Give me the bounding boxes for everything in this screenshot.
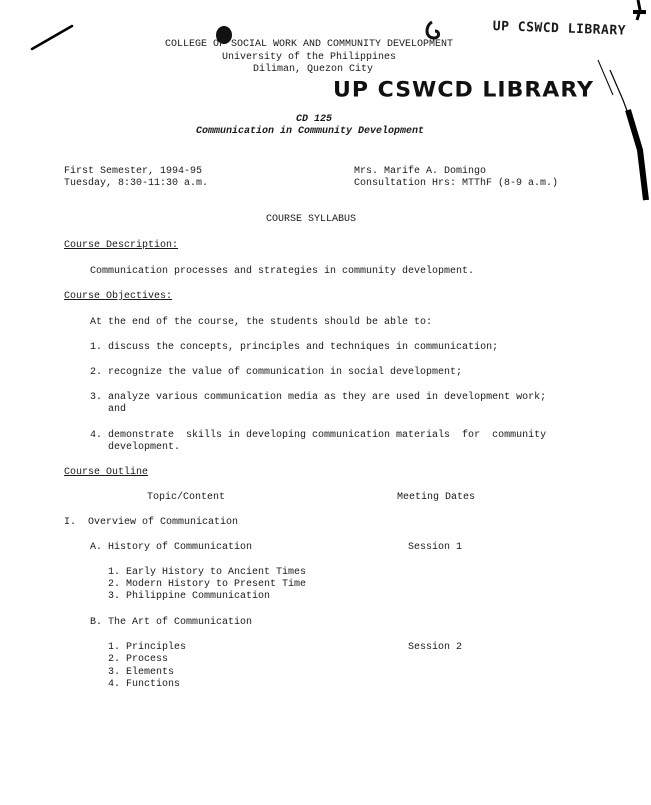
session-1: Session 1 [408,542,463,553]
university-name: University of the Philippines [222,52,397,63]
course-code: CD 125 [296,114,333,125]
outline-item: 1. Principles [108,642,187,653]
column-topic: Topic/Content [147,492,226,503]
objectives-intro: At the end of the course, the students should be able to: [90,317,433,328]
outline-item: 2. Process [108,654,169,665]
outline-item: 1. Early History to Ancient Times [108,567,307,578]
outline-item: 3. Philippine Communication [108,591,271,602]
university-location: Diliman, Quezon City [253,64,374,75]
subsection-a: A. History of Communication [90,542,253,553]
semester: First Semester, 1994-95 [64,166,203,177]
library-stamp-large: UP CSWCD LIBRARY [333,78,594,103]
objective-item: 2. recognize the value of communication in social development; [90,367,463,378]
objective-item-continued: development. [108,442,181,453]
objective-item: 4. demonstrate skills in developing communication materials for community [90,430,547,441]
description-text: Communication processes and strategies in community development. [90,266,475,277]
consultation-hours: Consultation Hrs: MTThF (8-9 a.m.) [354,178,559,189]
syllabus-title: COURSE SYLLABUS [266,214,357,225]
outline-heading: Course Outline [64,467,149,478]
instructor: Mrs. Marife A. Domingo [354,166,487,177]
column-dates: Meeting Dates [397,492,476,503]
outline-item: 2. Modern History to Present Time [108,579,307,590]
outline-section: I. Overview of Communication [64,517,239,528]
objective-item: 1. discuss the concepts, principles and techniques in communication; [90,342,499,353]
objectives-heading: Course Objectives: [64,291,173,302]
college-name: COLLEGE OF SOCIAL WORK AND COMMUNITY DEVELOPMENT [165,39,454,50]
subsection-b: B. The Art of Communication [90,617,253,628]
course-title: Communication in Community Development [196,126,425,137]
session-2: Session 2 [408,642,463,653]
library-stamp-small: UP CSWCD LIBRARY [492,19,627,39]
objective-item-continued: and [108,404,127,415]
schedule: Tuesday, 8:30-11:30 a.m. [64,178,209,189]
objective-item: 3. analyze various communication media as they are used in development work; [90,392,547,403]
outline-item: 3. Elements [108,667,175,678]
pen-stroke-mark [30,22,75,52]
outline-item: 4. Functions [108,679,181,690]
description-heading: Course Description: [64,240,179,251]
